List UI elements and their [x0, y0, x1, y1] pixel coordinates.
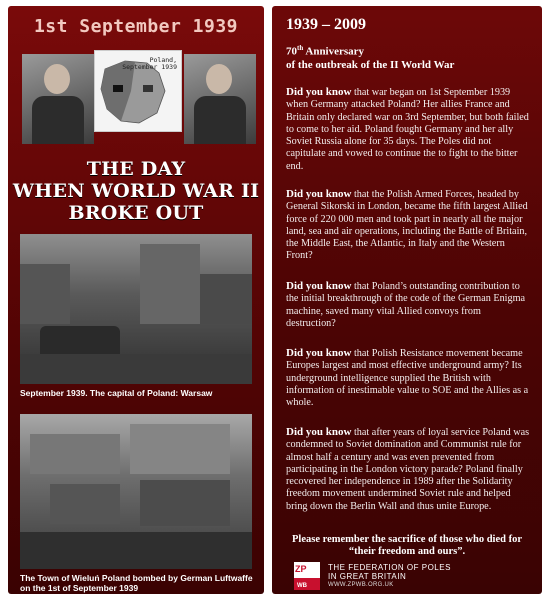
fact-text: that the Polish Armed Forces, headed by General Sikorski in London, became the fifth largest Allied force of 220 000 men and took part in nearly all the major land, sea and air operations, including the Battle of Britain, the Middle East, the Atlantic, in Italy and the Western Front? — [286, 189, 528, 262]
headline-line3: BROKE OUT — [68, 202, 204, 224]
federation-logo — [294, 562, 320, 590]
poland-map — [94, 50, 182, 132]
fact-paragraph — [286, 347, 530, 409]
fact-text: that after years of loyal service Poland was condemned to Soviet domination and Communist rule for almost half a century and was even prevented from participating in the London victory parade? Poland finally recovered her independence in 1989 after the Solidarity freedom movement undermined Soviet rule and helped bring down the Berlin Wall and thus unite Europe. — [286, 427, 530, 512]
logo-text: ZP — [295, 564, 307, 574]
federation-name-line2: IN GREAT BRITAIN — [328, 572, 407, 581]
anniversary-ordinal: th — [297, 44, 304, 52]
wielun-caption — [20, 573, 260, 593]
fact-paragraph — [286, 86, 530, 173]
right-panel — [272, 6, 542, 594]
headline-line1: THE DAY — [86, 158, 186, 180]
remember-note — [282, 534, 532, 558]
did-you-know-label: Did you know — [286, 347, 352, 359]
did-you-know-label: Did you know — [286, 280, 352, 292]
years-heading: 1939 – 2009 — [286, 16, 366, 33]
anniversary-heading — [286, 42, 526, 72]
did-you-know-label: Did you know — [286, 426, 352, 438]
warsaw-ruins-photo — [20, 234, 252, 384]
date-header: 1st September 1939 — [33, 16, 239, 37]
fact-text: that Polish Resistance movement became Europes largest and most effective underground army? Its underground intelligence supplied the British with information of inestimable value to SOE and the Allies as a whole. — [286, 348, 529, 409]
portrait-photo-right — [184, 54, 256, 144]
fact-text: that Poland’s outstanding contribution to the initial breakthrough of the code of the German Enigma machine, saved many vital Allied convoys from destruction? — [286, 281, 526, 329]
wielun-caption-line1: The Town of Wieluń Poland bombed by German Luftwaffe — [20, 573, 253, 583]
federation-name-line1: THE FEDERATION OF POLES — [328, 563, 451, 572]
warsaw-caption: September 1939. The capital of Poland: Warsaw — [20, 388, 213, 398]
fact-paragraph — [286, 426, 530, 513]
federation-name — [328, 563, 451, 581]
anniversary-number: 70 — [286, 45, 297, 58]
fact-text: that war began on 1st September 1939 when Germany attacked Poland? Her allies France and Britain only declared war on 3rd September, but both failed to come to her aid. Poland fought Germany and her ally Soviet Russia alone for 35 days. The Poles did not capitulate and vowed to continue the to fight to the bitter end. — [286, 87, 529, 172]
headline-line2: WHEN WORLD WAR II — [12, 180, 260, 202]
portrait-photo-left — [22, 54, 94, 144]
wielun-bombed-photo — [20, 414, 252, 569]
left-panel — [8, 6, 264, 594]
fact-paragraph — [286, 280, 530, 330]
fact-paragraph — [286, 188, 530, 263]
map-label-line1: Poland, — [149, 56, 177, 64]
wielun-caption-line2: on the 1st of September 1939 — [20, 583, 139, 593]
headline — [8, 158, 264, 224]
anniversary-word: Anniversary — [303, 45, 365, 58]
anniversary-line2: of the outbreak of the II World War — [286, 58, 455, 71]
footer — [294, 562, 524, 592]
website-link[interactable]: WWW.ZPWB.ORG.UK — [328, 582, 394, 588]
logo-subtext: WB — [297, 583, 307, 589]
remember-line1: Please remember the sacrifice of those who died for — [292, 534, 522, 545]
did-you-know-label: Did you know — [286, 86, 352, 98]
remember-line2: “their freedom and ours”. — [348, 546, 466, 557]
did-you-know-label: Did you know — [286, 188, 352, 200]
map-label-line2: September 1939 — [122, 63, 177, 72]
